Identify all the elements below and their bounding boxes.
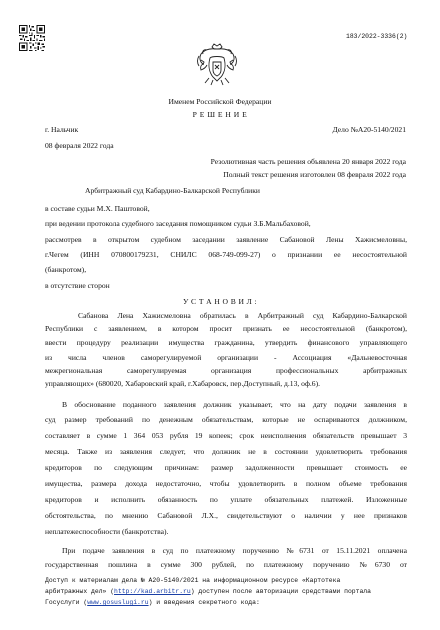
paragraph-line: месяца. Также из заявления следует, что должник не в состоянии удовлетворить требования xyxy=(45,447,407,456)
access-notice-line: Госуслуги (www.gosuslugi.ru) и введения секретного кода: xyxy=(45,599,260,606)
paragraph-line: межрегиональная саморегулируемая организация профессиональных арбитражных xyxy=(45,366,407,375)
paragraph-line: составляет в сумме 1 364 053 рубля 19 копеек; срок неисполнения обязательств превышает 3 xyxy=(45,431,407,440)
state-line: Именем Российской Федерации xyxy=(168,97,272,106)
decision-date: 08 февраля 2022 года xyxy=(45,141,114,150)
paragraph-line: суд размер требований по денежным обязательствам, которые не оспариваются должником, xyxy=(45,415,407,424)
full-text-date: Полный текст решения изготовлен 08 февраля 2022 года xyxy=(223,170,406,179)
paragraph-line: Республики с заявлением, в котором просит признать ее несостоятельной (банкротом), xyxy=(45,324,407,333)
paragraph-line: В обоснование поданного заявления должник указывает, что на дату подачи заявления в xyxy=(62,400,407,409)
parties-line: в отсутствие сторон xyxy=(45,281,110,290)
judge-line: в составе судьи М.Х. Паштовой, xyxy=(45,204,150,213)
city: г. Нальчик xyxy=(45,125,79,134)
paragraph-line: обстоятельства, по мнению Сабановой Л.Х., свидетельствуют о наличии у нее признаков xyxy=(45,511,407,520)
paragraph-line: кредиторов и исполнить обязанность по уплате обязательных платежей. Изложенные xyxy=(45,495,407,504)
claim-line-3: (банкротом), xyxy=(45,265,87,274)
kad-arbitr-link[interactable]: http://kad.arbitr.ru xyxy=(114,588,191,595)
paragraph-line: ввести процедуру реализации имущества гражданина, утвердить финансового управляющего xyxy=(45,338,407,347)
access-notice-line: Доступ к материалам дела № А20-5140/2021 на информационном ресурсе «Картотека xyxy=(45,577,341,584)
qr-code-icon xyxy=(19,25,45,51)
secretary-line: при ведении протокола судебного заседания помощником судьи З.Б.Мальбаховой, xyxy=(45,219,311,228)
document-title: Р Е Ш Е Н И Е xyxy=(192,110,248,119)
section-title: У С Т А Н О В И Л : xyxy=(182,297,258,306)
access-notice-line: арбитражных дел» (http://kad.arbitr.ru) доступен после авторизации средствами портала xyxy=(45,588,371,595)
coat-of-arms-icon xyxy=(195,40,239,86)
paragraph-line: кредиторов по следующим причинам: размер задолженности превышает стоимость ее xyxy=(45,463,407,472)
court-name: Арбитражный суд Кабардино-Балкарской Республики xyxy=(85,186,260,195)
paragraph-line: При подаче заявления в суд по платежному поручению №6731 от 15.11.2021 оплачена xyxy=(62,546,407,555)
paragraph-line: управляющих» (680020, Хабаровский край, г.Хабаровск, пер.Доступный, д.13, оф.6). xyxy=(45,379,321,388)
paragraph-line: неплатежеспособности (банкротства). xyxy=(45,527,169,536)
case-number: Дело №А20-5140/2021 xyxy=(332,125,406,134)
claim-line-2: г.Чегем (ИНН 070800179231, СНИЛС 068-749-099-27) о признании ее несостоятельной xyxy=(45,250,407,259)
paragraph-line: Сабанова Лена Хажисмеловна обратилась в Арбитражный суд Кабардино-Балкарской xyxy=(78,311,407,320)
gosuslugi-link[interactable]: www.gosuslugi.ru xyxy=(87,599,149,606)
paragraph-line: государственная пошлина в сумме 300 рублей, по платежному поручению №6730 от xyxy=(45,560,407,569)
document-code: 183/2022-3336(2) xyxy=(346,33,408,40)
resolutive-part-date: Резолютивная часть решения объявлена 20 января 2022 года xyxy=(210,157,406,166)
paragraph-line: из числа членов саморегулируемой организации - Ассоциация «Дальневосточная xyxy=(45,353,407,362)
claim-line: рассмотрев в открытом судебном заседании заявление Сабановой Лены Хажисмеловны, xyxy=(45,235,407,244)
paragraph-line: имущества, размера дохода недостаточно, чтобы удовлетворить в полном объеме требования xyxy=(45,479,407,488)
